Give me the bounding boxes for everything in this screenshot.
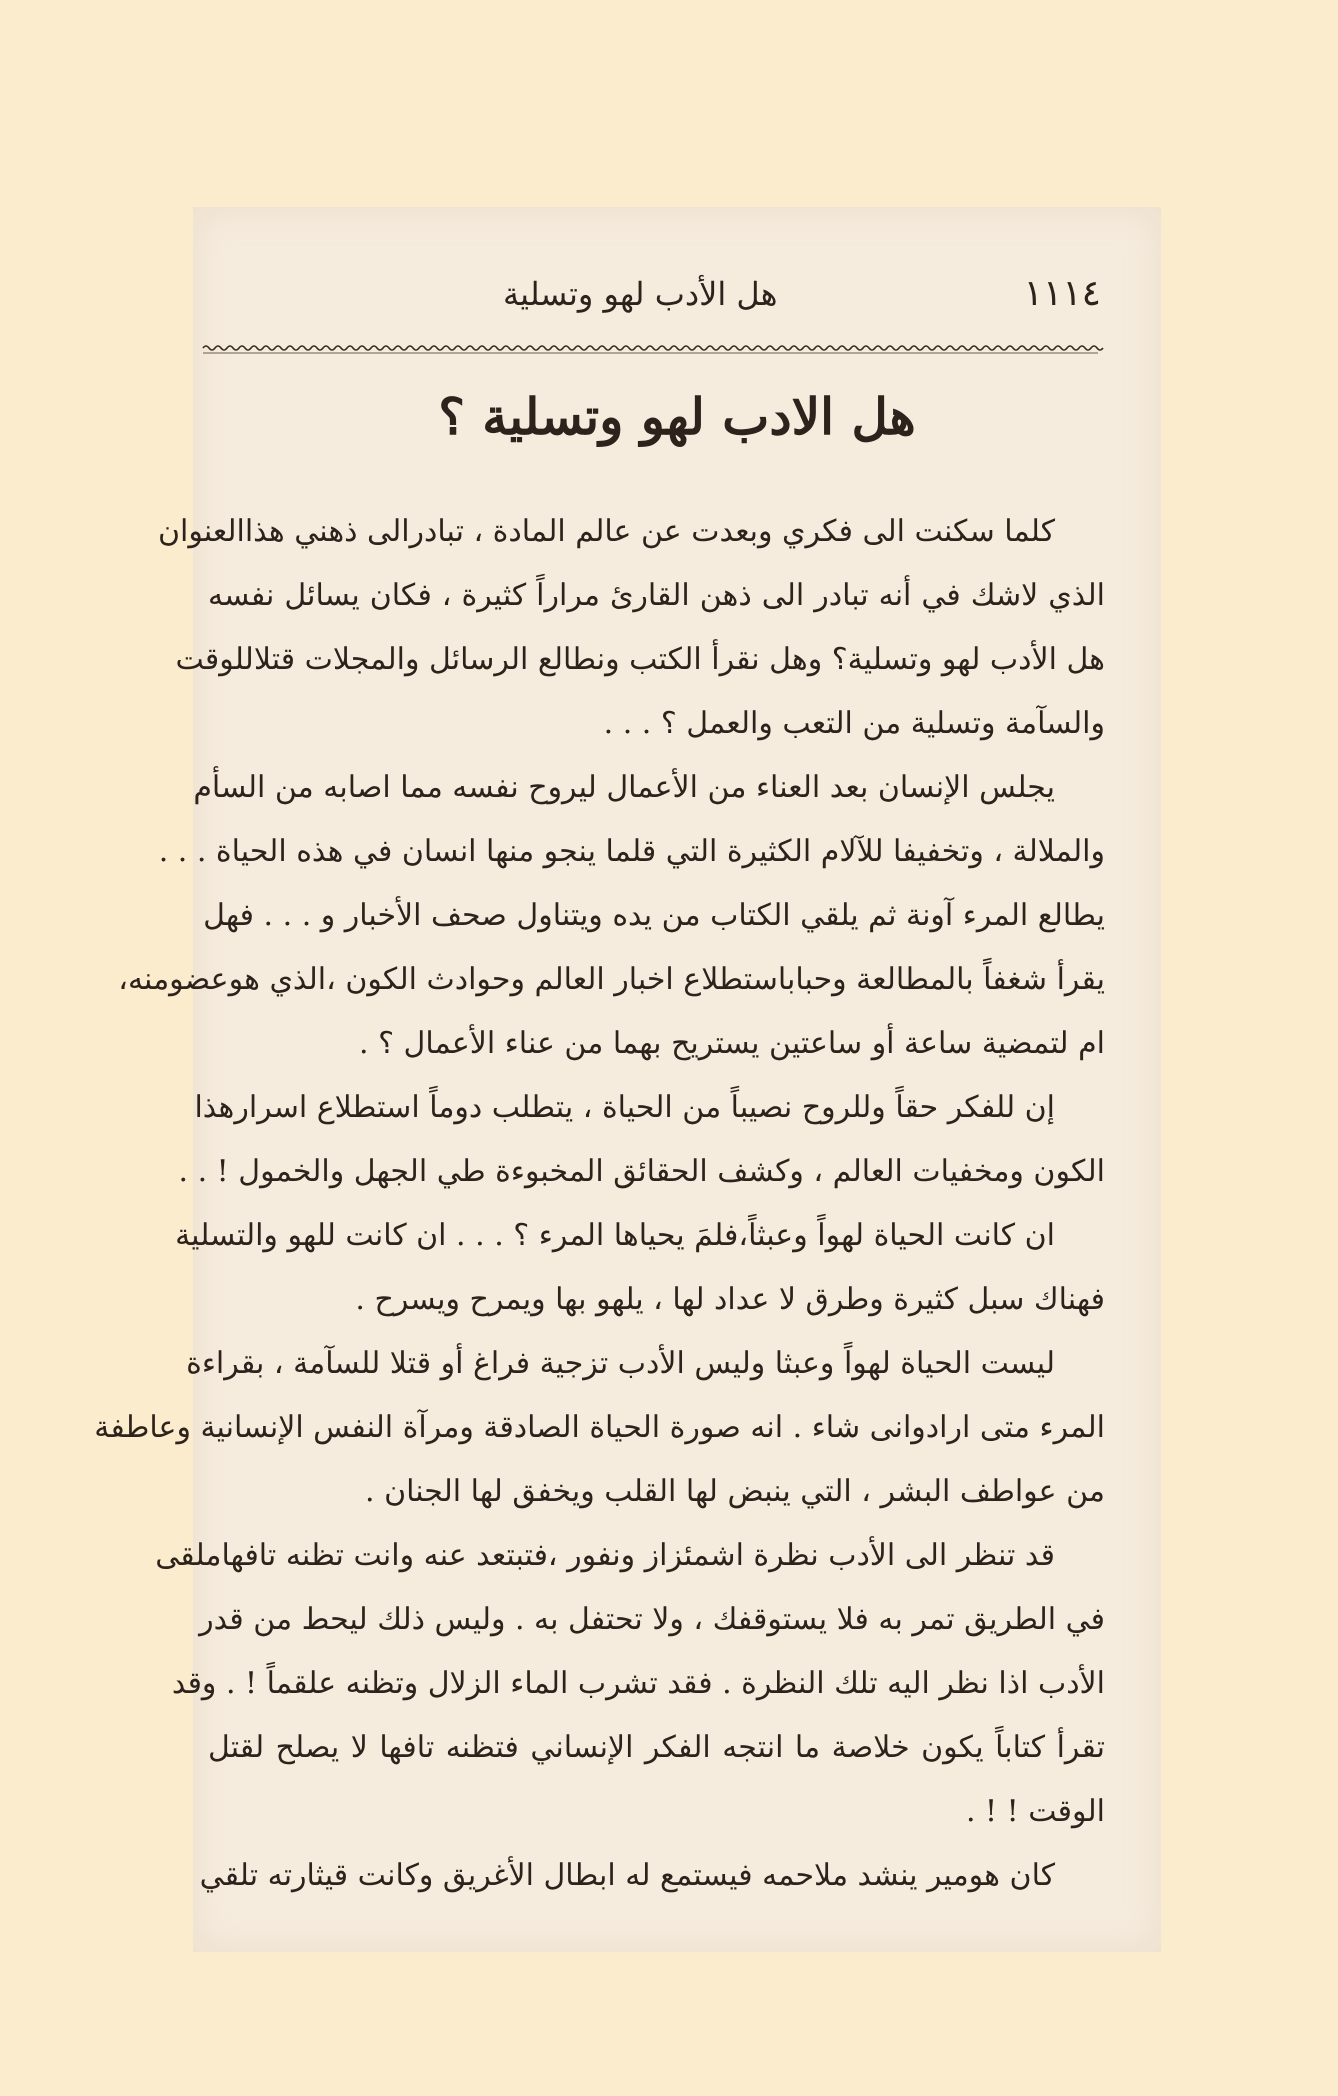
text-line: الوقت ! ! . bbox=[965, 1794, 1105, 1829]
text-line: الكون ومخفيات العالم ، وكشف الحقائق المخبوءة طي الجهل والخمول ! . . bbox=[178, 1154, 1105, 1189]
text-line: يطالع المرء آونة ثم يلقي الكتاب من يده ويتناول صحف الأخبار و . . . فهل bbox=[203, 898, 1105, 933]
text-line: من عواطف البشر ، التي ينبض لها القلب ويخفق لها الجنان . bbox=[365, 1474, 1105, 1509]
page-number: ١١١٤ bbox=[1023, 273, 1101, 314]
book-page bbox=[94, 207, 1161, 1952]
ornamental-rule bbox=[203, 344, 1098, 354]
text-line: ام لتمضية ساعة أو ساعتين يستريح بهما من عناء الأعمال ؟ . bbox=[359, 1026, 1105, 1061]
text-line: المرء متى ارادوانى شاء . انه صورة الحياة الصادقة ومرآة النفس الإنسانية وعاطفة bbox=[94, 1410, 1105, 1445]
text-line: الأدب اذا نظر اليه تلك النظرة . فقد تشرب الماء الزلال وتظنه علقماً ! . وقد bbox=[171, 1666, 1105, 1701]
text-line: إن للفكر حقاً وللروح نصيباً من الحياة ، يتطلب دوماً استطلاع اسرارهذا bbox=[194, 1090, 1055, 1125]
text-line: والملالة ، وتخفيفا للآلام الكثيرة التي قلما ينجو منها انسان في هذه الحياة . . . bbox=[158, 834, 1105, 869]
text-line: تقرأ كتاباً يكون خلاصة ما انتجه الفكر الإنساني فتظنه تافها لا يصلح لقتل bbox=[208, 1730, 1105, 1765]
text-line: الذي لاشك في أنه تبادر الى ذهن القارئ مراراً كثيرة ، فكان يسائل نفسه bbox=[208, 578, 1105, 613]
text-line: والسآمة وتسلية من التعب والعمل ؟ . . . bbox=[603, 706, 1105, 741]
text-line: ليست الحياة لهواً وعبثا وليس الأدب تزجية فراغ أو قتلا للسآمة ، بقراءة bbox=[186, 1346, 1055, 1381]
text-line: يقرأ شغفاً بالمطالعة وحباباستطلاع اخبار العالم وحوادث الكون ،الذي هوعضومنه، bbox=[118, 962, 1105, 997]
text-line: ان كانت الحياة لهواً وعبثاً،فلمَ يحياها المرء ؟ . . . ان كانت للهو والتسلية bbox=[175, 1218, 1055, 1253]
text-line: فهناك سبل كثيرة وطرق لا عداد لها ، يلهو بها ويمرح ويسرح . bbox=[355, 1282, 1105, 1317]
text-line: كلما سكنت الى فكري وبعدت عن عالم المادة ، تبادرالى ذهني هذاالعنوان bbox=[157, 514, 1055, 549]
text-line: يجلس الإنسان بعد العناء من الأعمال ليروح نفسه مما اصابه من السأم bbox=[193, 770, 1055, 805]
text-line: في الطريق تمر به فلا يستوقفك ، ولا تحتفل به . وليس ذلك ليحط من قدر bbox=[199, 1602, 1105, 1637]
running-header bbox=[253, 269, 1101, 319]
text-line: هل الأدب لهو وتسلية؟ وهل نقرأ الكتب ونطالع الرسائل والمجلات قتلاللوقت bbox=[175, 642, 1105, 677]
text-line: كان هومير ينشد ملاحمه فيستمع له ابطال الأغريق وكانت قيثارته تلقي bbox=[199, 1858, 1055, 1893]
article-title: هل الادب لهو وتسلية ؟ bbox=[438, 387, 916, 446]
text-line: قد تنظر الى الأدب نظرة اشمئزاز ونفور ،فتبتعد عنه وانت تظنه تافهاملقى bbox=[155, 1538, 1055, 1573]
article-body bbox=[94, 500, 1105, 1908]
running-title: هل الأدب لهو وتسلية bbox=[503, 275, 778, 313]
